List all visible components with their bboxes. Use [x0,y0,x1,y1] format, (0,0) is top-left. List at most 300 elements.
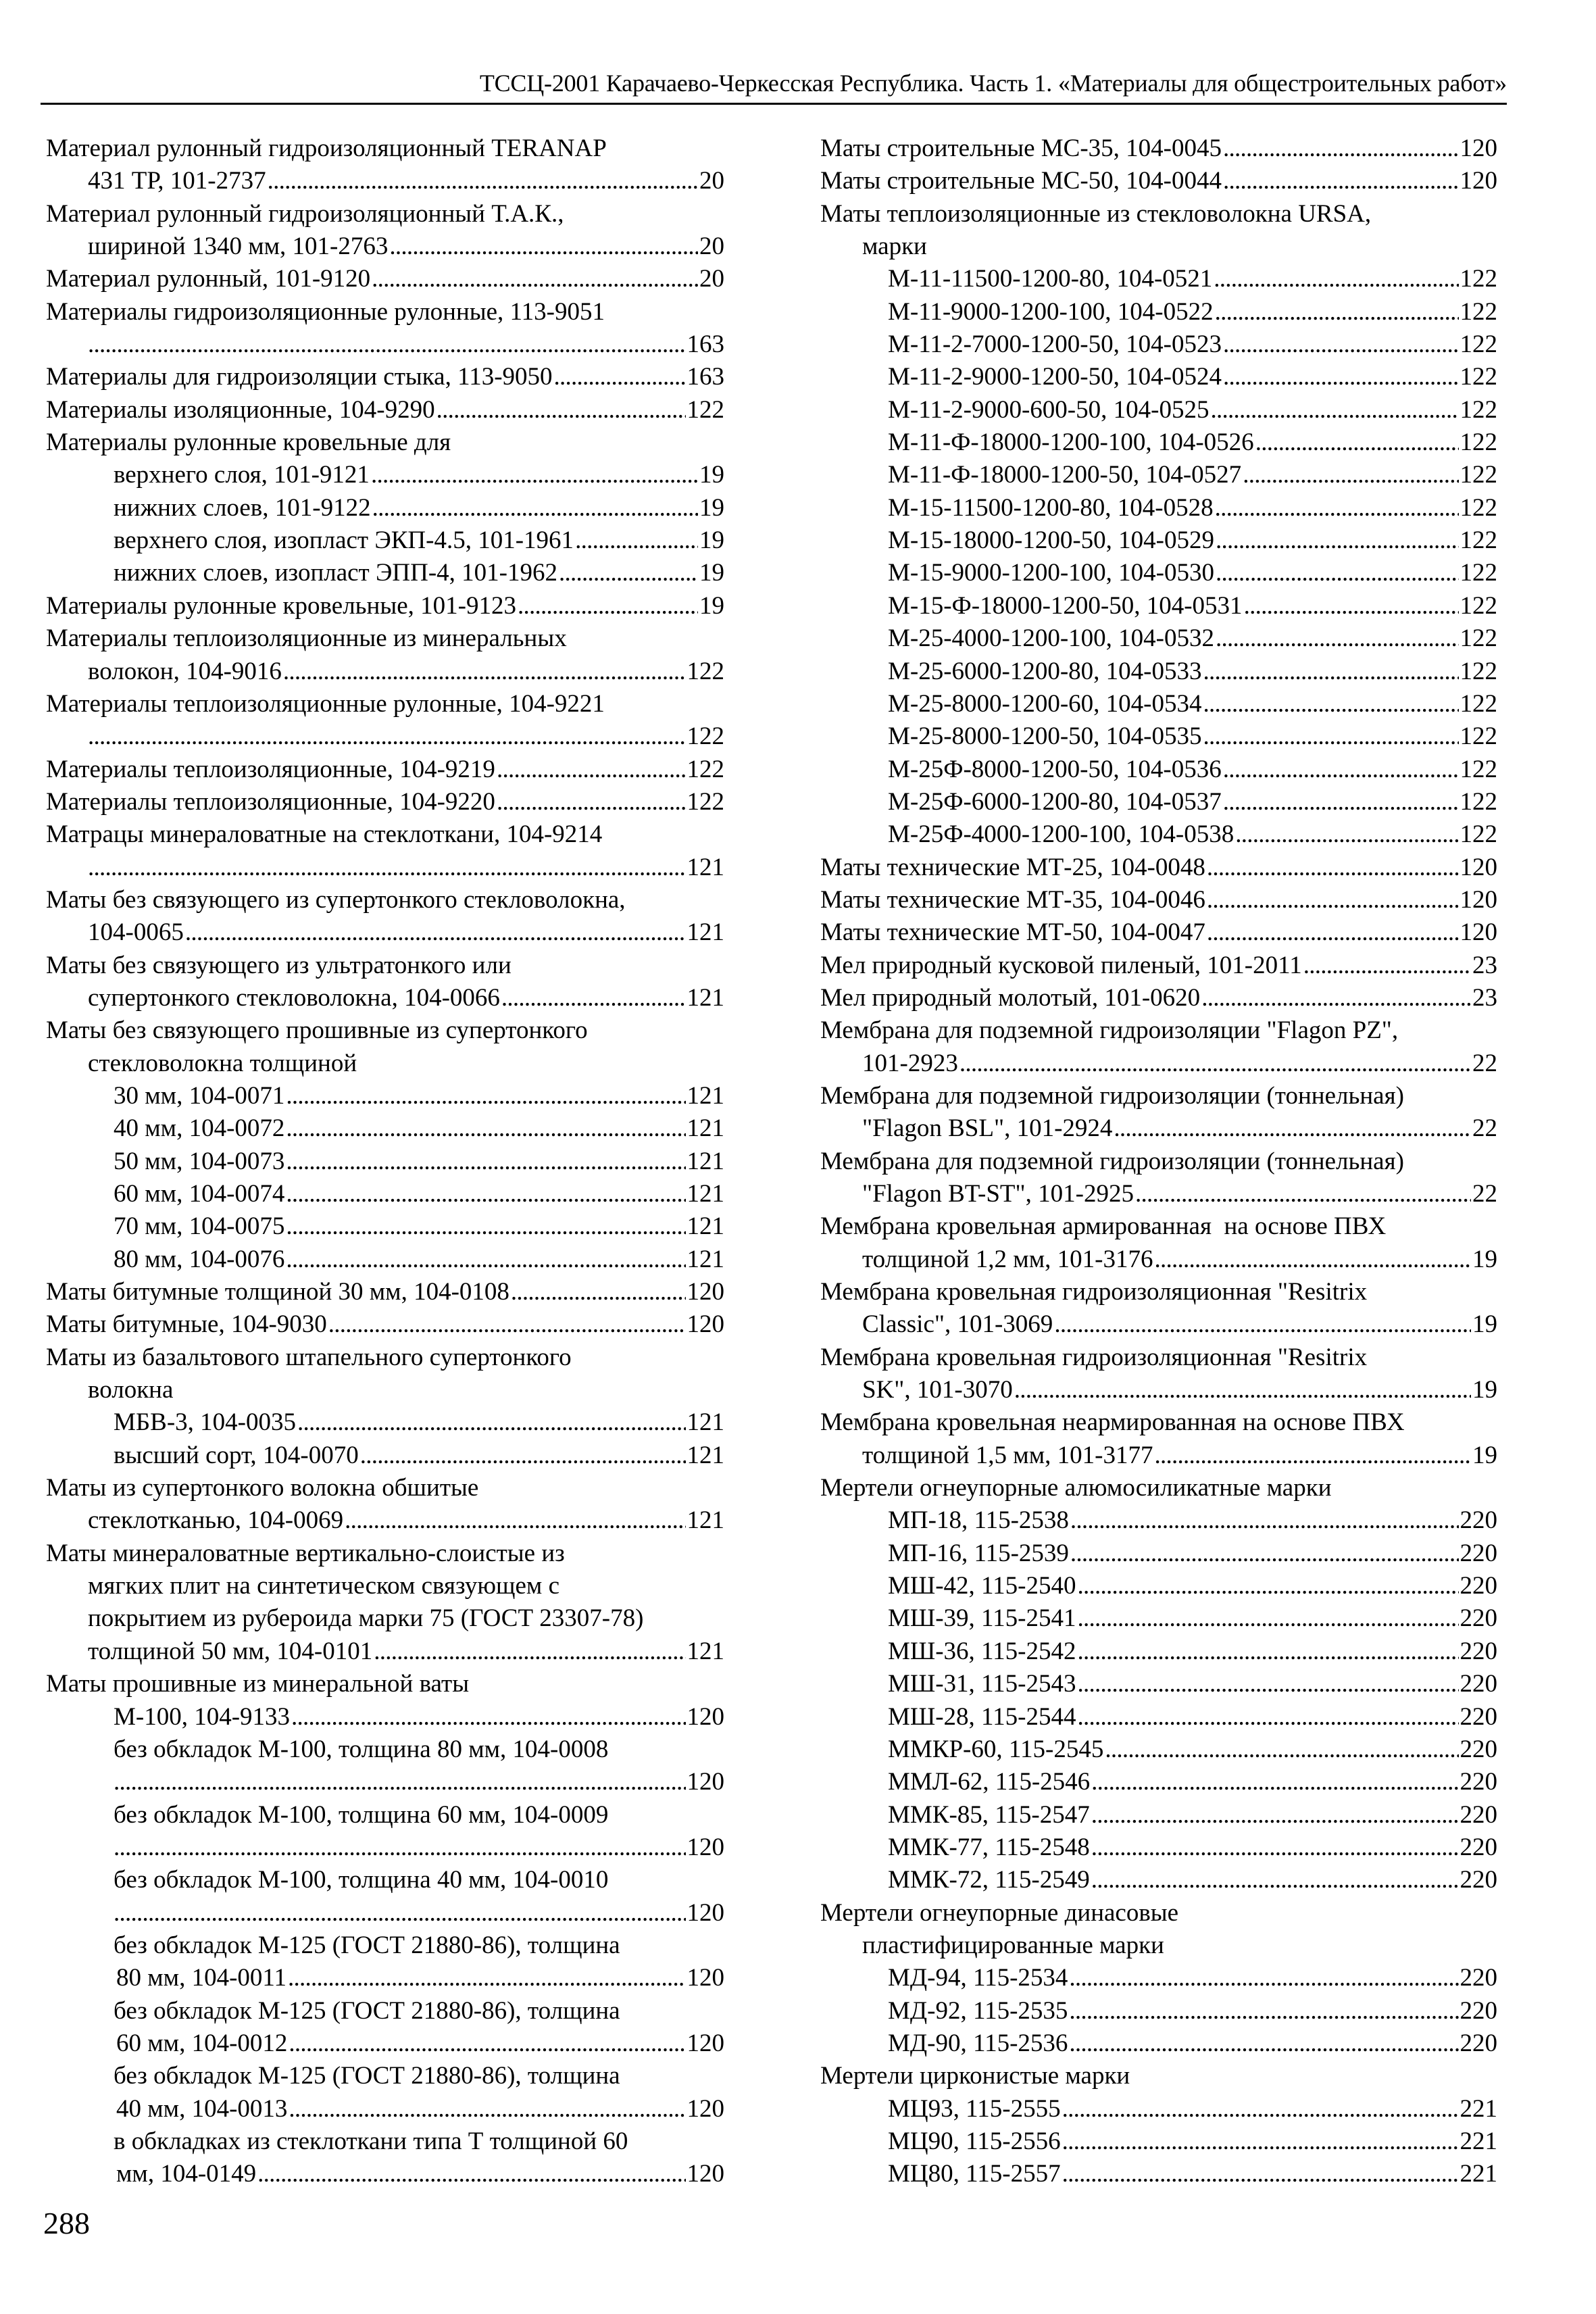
dot-leader [288,1962,685,1994]
entry-page-number: 122 [687,787,724,816]
index-entry [820,2027,1497,2060]
dot-leader [1210,394,1458,426]
entry-text: Маты без связующего из ультратонкого или [46,951,512,979]
entry-page-number: 19 [699,461,724,489]
dot-leader [1214,263,1458,295]
dot-leader [1154,1244,1471,1276]
dot-leader [1244,590,1459,622]
dot-leader [185,916,686,949]
dot-leader [1114,1112,1471,1145]
index-entry [46,1276,724,1308]
index-entry [46,1701,724,1733]
dot-leader [1216,524,1458,557]
entry-text: волокон, 104-9016 [88,657,282,685]
index-entry [46,1308,724,1341]
dot-leader [289,2027,685,2060]
entry-page-number: 122 [1460,624,1497,653]
dot-leader [371,459,698,491]
entry-text: 30 мм, 104-0071 [114,1081,285,1110]
entry-page-number: 120 [1460,167,1497,195]
entry-text: ММК-85, 115-2547 [888,1800,1090,1829]
entry-text: М-11-11500-1200-80, 104-0521 [888,265,1213,293]
entry-text: Маты технические МТ-35, 104-0046 [820,885,1205,914]
entry-text: МШ-36, 115-2542 [888,1637,1076,1665]
entry-text: шириной 1340 мм, 101-2763 [88,232,389,261]
entry-page-number: 22 [1472,1049,1497,1077]
entry-page-number: 220 [1460,1800,1497,1829]
index-entry [820,557,1497,589]
entry-text: М-25Ф-8000-1200-50, 104-0536 [888,755,1222,783]
entry-page-number: 121 [687,1637,724,1665]
index-entry [820,852,1497,884]
dot-leader [497,754,686,786]
entry-text: Мембрана кровельная гидроизоляционная "Resitrix [820,1343,1368,1371]
entry-page-number: 120 [687,1964,724,1992]
entry-text: 80 мм, 104-0011 [116,1964,287,1992]
entry-text: стеклотканью, 104-0069 [88,1506,344,1535]
index-entry [820,1210,1497,1243]
index-entry [46,1374,724,1406]
entry-text: 431 ТР, 101-2737 [88,167,266,195]
page-number: 288 [43,2206,90,2240]
index-entry [820,982,1497,1014]
entry-page-number: 220 [1460,1670,1497,1698]
dot-leader [286,1080,685,1112]
dot-leader [1255,426,1459,459]
index-column-right [820,132,1497,2191]
index-entry [820,818,1497,851]
index-entry [820,1570,1497,1602]
entry-page-number: 120 [1460,134,1497,162]
entry-text: высший сорт, 104-0070 [114,1441,359,1469]
entry-page-number: 122 [1460,820,1497,849]
entry-page-number: 122 [1460,363,1497,391]
index-entry [820,296,1497,328]
header-rule [41,103,1507,105]
entry-text: толщиной 1,2 мм, 101-3176 [862,1245,1153,1273]
dot-leader [1135,1178,1471,1210]
index-entry [46,2060,724,2092]
entry-text: Маты из супертонкого волокна обшитые [46,1474,479,1502]
dot-leader [497,786,686,818]
entry-text: 60 мм, 104-0074 [114,1180,285,1208]
index-entry [46,1668,724,1700]
dot-leader [286,1112,685,1145]
entry-text: М-25-8000-1200-50, 104-0535 [888,722,1202,751]
entry-page-number: 120 [687,2094,724,2123]
index-entry [46,459,724,491]
index-entry [46,263,724,295]
index-entry [46,557,724,589]
dot-leader [114,1766,686,1798]
entry-text: 104-0065 [88,918,184,947]
dot-leader [1062,2158,1459,2190]
entry-text: М-25Ф-6000-1200-80, 104-0537 [888,787,1222,816]
entry-text: Материалы изоляционные, 104-9290 [46,395,435,424]
entry-text: толщиной 1,5 мм, 101-3177 [862,1441,1153,1469]
dot-leader [268,165,698,197]
index-entry [820,1701,1497,1733]
entry-page-number: 22 [1472,1180,1497,1208]
entry-page-number: 122 [1460,559,1497,587]
entry-page-number: 120 [687,2160,724,2188]
index-entry [46,1929,724,1962]
index-entry [820,1635,1497,1668]
index-entry [46,1635,724,1668]
dot-leader [88,852,686,884]
index-entry [820,524,1497,557]
index-entry [820,394,1497,426]
index-entry [820,1439,1497,1472]
entry-text: Мембрана для подземной гидроизоляции (тоннельная) [820,1147,1404,1175]
dot-leader [286,1178,685,1210]
entry-page-number: 122 [1460,526,1497,555]
entry-page-number: 220 [1460,1572,1497,1600]
dot-leader [511,1276,686,1308]
dot-leader [1201,982,1471,1014]
dot-leader [88,328,686,361]
dot-leader [1069,1995,1458,2027]
entry-text: Маты минераловатные вертикально-слоистые из [46,1539,565,1567]
index-entry [46,328,724,361]
entry-text: М-25Ф-4000-1200-100, 104-0538 [888,820,1235,849]
entry-text: ММК-72, 115-2549 [888,1866,1090,1894]
index-entry [820,1733,1497,1766]
entry-page-number: 163 [687,330,724,359]
entry-text: марки [862,232,927,261]
entry-text: нижних слоев, изопласт ЭПП-4, 101-1962 [114,559,557,587]
entry-page-number: 23 [1472,951,1497,979]
entry-page-number: 122 [687,395,724,424]
index-entry [46,1210,724,1243]
index-entry [46,165,724,197]
index-entry [46,1048,724,1080]
entry-page-number: 163 [687,363,724,391]
entry-page-number: 122 [1460,330,1497,359]
entry-page-number: 120 [1460,885,1497,914]
index-entry [46,361,724,393]
entry-text: МШ-39, 115-2541 [888,1604,1076,1633]
index-entry [820,1766,1497,1798]
entry-text: Материалы для гидроизоляции стыка, 113-9050 [46,363,553,391]
entry-text: М-11-Ф-18000-1200-100, 104-0526 [888,428,1254,457]
entry-text: волокна [88,1376,174,1404]
entry-text: Мембрана кровельная гидроизоляционная "Resitrix [820,1278,1368,1306]
entry-text: в обкладках из стеклоткани типа Т толщиной 60 [114,2127,628,2155]
index-entry [820,656,1497,688]
index-entry [46,818,724,851]
entry-text: Мембрана для подземной гидроизоляции "Flagon PZ", [820,1016,1399,1045]
index-entry [820,328,1497,361]
index-entry [46,688,724,720]
entry-text: мягких плит на синтетическом связующем с [88,1572,560,1600]
dot-leader [559,557,698,589]
entry-page-number: 220 [1460,1604,1497,1633]
index-entry [820,1308,1497,1341]
dot-leader [389,230,698,263]
index-entry [46,2158,724,2190]
dot-leader [1078,1635,1459,1668]
dot-leader [1223,786,1459,818]
index-entry [46,230,724,263]
entry-page-number: 122 [1460,265,1497,293]
entry-page-number: 20 [699,167,724,195]
entry-text: 40 мм, 104-0013 [116,2094,288,2123]
entry-page-number: 220 [1460,1506,1497,1535]
index-entry [46,1897,724,1929]
entry-page-number: 120 [687,1898,724,1927]
dot-leader [1223,132,1459,165]
entry-page-number: 19 [699,526,724,555]
entry-text: МШ-28, 115-2544 [888,1702,1076,1731]
dot-leader [283,656,686,688]
entry-text: Маты из базальтового штапельного супертонкого [46,1343,572,1371]
entry-text: супертонкого стекловолокна, 104-0066 [88,983,500,1012]
dot-leader [575,524,698,557]
entry-text: Classic", 101-3069 [862,1310,1053,1339]
entry-text: МД-90, 115-2536 [888,2029,1068,2057]
dot-leader [297,1406,686,1439]
index-entry [820,1112,1497,1145]
entry-page-number: 121 [687,918,724,947]
dot-leader [360,1439,686,1472]
entry-text: М-25-4000-1200-100, 104-0532 [888,624,1215,653]
entry-text: толщиной 50 мм, 104-0101 [88,1637,373,1665]
entry-text: М-15-Ф-18000-1200-50, 104-0531 [888,591,1243,620]
entry-page-number: 122 [1460,428,1497,457]
index-entry [820,1406,1497,1439]
index-entry [820,2158,1497,2190]
index-entry [46,1341,724,1374]
entry-page-number: 122 [687,657,724,685]
entry-page-number: 221 [1460,2127,1497,2155]
index-entry [46,2093,724,2125]
index-entry [46,426,724,459]
index-entry [820,263,1497,295]
index-entry [820,1276,1497,1308]
dot-leader [1062,2125,1459,2158]
entry-text: М-11-2-9000-600-50, 104-0525 [888,395,1210,424]
entry-page-number: 220 [1460,1735,1497,1763]
index-entry [820,786,1497,818]
entry-text: Маты без связующего из супертонкого стекловолокна, [46,885,626,914]
entry-text: МЦ80, 115-2557 [888,2160,1061,2188]
entry-page-number: 122 [1460,722,1497,751]
index-entry [46,1831,724,1864]
index-entry [46,786,724,818]
index-entry [820,884,1497,916]
entry-text: М-15-18000-1200-50, 104-0529 [888,526,1215,555]
index-entry [46,1537,724,1570]
dot-leader [1203,656,1459,688]
index-entry [820,1374,1497,1406]
entry-text: Маты битумные толщиной 30 мм, 104-0108 [46,1278,509,1306]
entry-text: ММКР-60, 115-2545 [888,1735,1104,1763]
entry-page-number: 221 [1460,2160,1497,2188]
index-entry [46,884,724,916]
index-entry [820,950,1497,982]
entry-text: Материалы теплоизоляционные из минеральных [46,624,567,653]
dot-leader [1203,720,1459,753]
entry-text: без обкладок М-125 (ГОСТ 21880-86), толщина [114,1931,620,1959]
index-entry [820,426,1497,459]
entry-page-number: 220 [1460,1833,1497,1861]
dot-leader [328,1308,686,1341]
dot-leader [1216,557,1458,589]
entry-text: 60 мм, 104-0012 [116,2029,288,2057]
dot-leader [286,1146,685,1178]
index-entry [46,1080,724,1112]
index-entry [46,1112,724,1145]
dot-leader [372,492,698,524]
entry-text: "Flagon BT-ST", 101-2925 [862,1180,1134,1208]
dot-leader [1223,165,1459,197]
index-entry [820,1962,1497,1994]
entry-text: "Flagon BSL", 101-2924 [862,1114,1113,1143]
index-entry [820,2093,1497,2125]
dot-leader [1154,1439,1471,1472]
index-entry [46,1766,724,1798]
index-entry [46,296,724,328]
index-entry [820,1178,1497,1210]
index-entry [46,1995,724,2027]
index-entry [46,1014,724,1047]
dot-leader [1223,328,1459,361]
entry-text: Мембрана кровельная неармированная на основе ПВХ [820,1408,1405,1437]
dot-leader [1203,688,1459,720]
entry-text: Материалы рулонные кровельные для [46,428,451,457]
entry-text: М-11-Ф-18000-1200-50, 104-0527 [888,461,1242,489]
index-entry [46,1406,724,1439]
dot-leader [1070,1504,1459,1537]
dot-leader [1062,2093,1459,2125]
index-column-left [46,132,724,2191]
entry-text: МШ-31, 115-2543 [888,1670,1076,1698]
index-entry [46,198,724,230]
entry-text: М-11-2-7000-1200-50, 104-0523 [888,330,1222,359]
dot-leader [286,1244,685,1276]
dot-leader [959,1048,1471,1080]
entry-page-number: 121 [687,1081,724,1110]
entry-page-number: 122 [687,722,724,751]
index-entry [46,1864,724,1896]
entry-text: Материалы теплоизоляционные, 104-9220 [46,787,495,816]
index-entry [820,590,1497,622]
entry-page-number: 122 [1460,297,1497,326]
entry-page-number: 220 [1460,1637,1497,1665]
entry-page-number: 121 [687,1180,724,1208]
dot-leader [1078,1602,1459,1635]
entry-page-number: 122 [1460,657,1497,685]
entry-text: М-25-8000-1200-60, 104-0534 [888,689,1202,718]
running-header: ТССЦ-2001 Карачаево-Черкесская Республика. Часть 1. «Материалы для общестроительных работ» [479,70,1507,97]
index-entry [46,1178,724,1210]
entry-text: М-11-2-9000-1200-50, 104-0524 [888,363,1222,391]
entry-page-number: 122 [1460,493,1497,522]
entry-page-number: 220 [1460,2029,1497,2057]
entry-text: Материал рулонный, 101-9120 [46,265,371,293]
index-entry [820,1929,1497,1962]
entry-page-number: 20 [699,265,724,293]
dot-leader [1054,1308,1471,1341]
dot-leader [1235,818,1458,851]
entry-page-number: 122 [1460,787,1497,816]
index-entry [820,1897,1497,1929]
entry-page-number: 121 [687,1441,724,1469]
entry-page-number: 122 [1460,395,1497,424]
index-entry [820,1831,1497,1864]
entry-page-number: 19 [699,493,724,522]
index-entry [820,1504,1497,1537]
entry-text: МП-16, 115-2539 [888,1539,1069,1567]
entry-text: Маты технические МТ-50, 104-0047 [820,918,1205,947]
entry-page-number: 121 [687,853,724,881]
entry-text: Матрацы минераловатные на стеклоткани, 104-9214 [46,820,603,849]
entry-page-number: 122 [1460,755,1497,783]
entry-text: Материалы рулонные кровельные, 101-9123 [46,591,516,620]
entry-text: Материал рулонный гидроизоляционный TERANAP [46,134,607,162]
entry-text: мм, 104-0149 [116,2160,257,2188]
entry-text: без обкладок М-100, толщина 80 мм, 104-0008 [114,1735,609,1763]
index-entry [820,1146,1497,1178]
dot-leader [518,590,698,622]
dot-leader [1091,1864,1459,1896]
entry-text: МД-92, 115-2535 [888,1996,1068,2025]
index-entry [46,1602,724,1635]
index-entry [820,2060,1497,2092]
entry-page-number: 220 [1460,1866,1497,1894]
entry-page-number: 20 [699,232,724,261]
entry-page-number: 23 [1472,983,1497,1012]
index-entry [820,1341,1497,1374]
entry-text: 80 мм, 104-0076 [114,1245,285,1273]
index-entry [46,720,724,753]
entry-page-number: 220 [1460,1539,1497,1567]
dot-leader [114,1831,686,1864]
index-entry [46,1733,724,1766]
entry-page-number: 120 [687,1833,724,1861]
entry-page-number: 19 [1472,1376,1497,1404]
entry-text: Материал рулонный гидроизоляционный Т.А.К., [46,199,564,228]
entry-text: стекловолокна толщиной [88,1049,357,1077]
entry-text: ММК-77, 115-2548 [888,1833,1090,1861]
entry-text: 40 мм, 104-0072 [114,1114,285,1143]
entry-page-number: 120 [687,1310,724,1339]
dot-leader [1014,1374,1471,1406]
entry-text: Маты строительные МС-50, 104-0044 [820,167,1222,195]
entry-text: Мертели огнеупорные алюмосиликатные марки [820,1474,1332,1502]
index-entry [820,1014,1497,1047]
entry-page-number: 120 [687,1278,724,1306]
index-entry [820,1864,1497,1896]
entry-text: покрытием из рубероида марки 75 (ГОСТ 23307-78) [88,1604,644,1633]
entry-page-number: 19 [699,559,724,587]
dot-leader [1069,1962,1458,1994]
index-entry [46,1504,724,1537]
index-entry [820,1537,1497,1570]
index-entry [820,132,1497,165]
dot-leader [554,361,686,393]
dot-leader [257,2158,685,2190]
entry-page-number: 122 [1460,461,1497,489]
entry-text: Маты технические МТ-25, 104-0048 [820,853,1205,881]
index-entry [820,1080,1497,1112]
index-entry [46,1439,724,1472]
index-entry [46,950,724,982]
index-entry [46,2125,724,2158]
dot-leader [374,1635,685,1668]
entry-text: М-15-11500-1200-80, 104-0528 [888,493,1214,522]
